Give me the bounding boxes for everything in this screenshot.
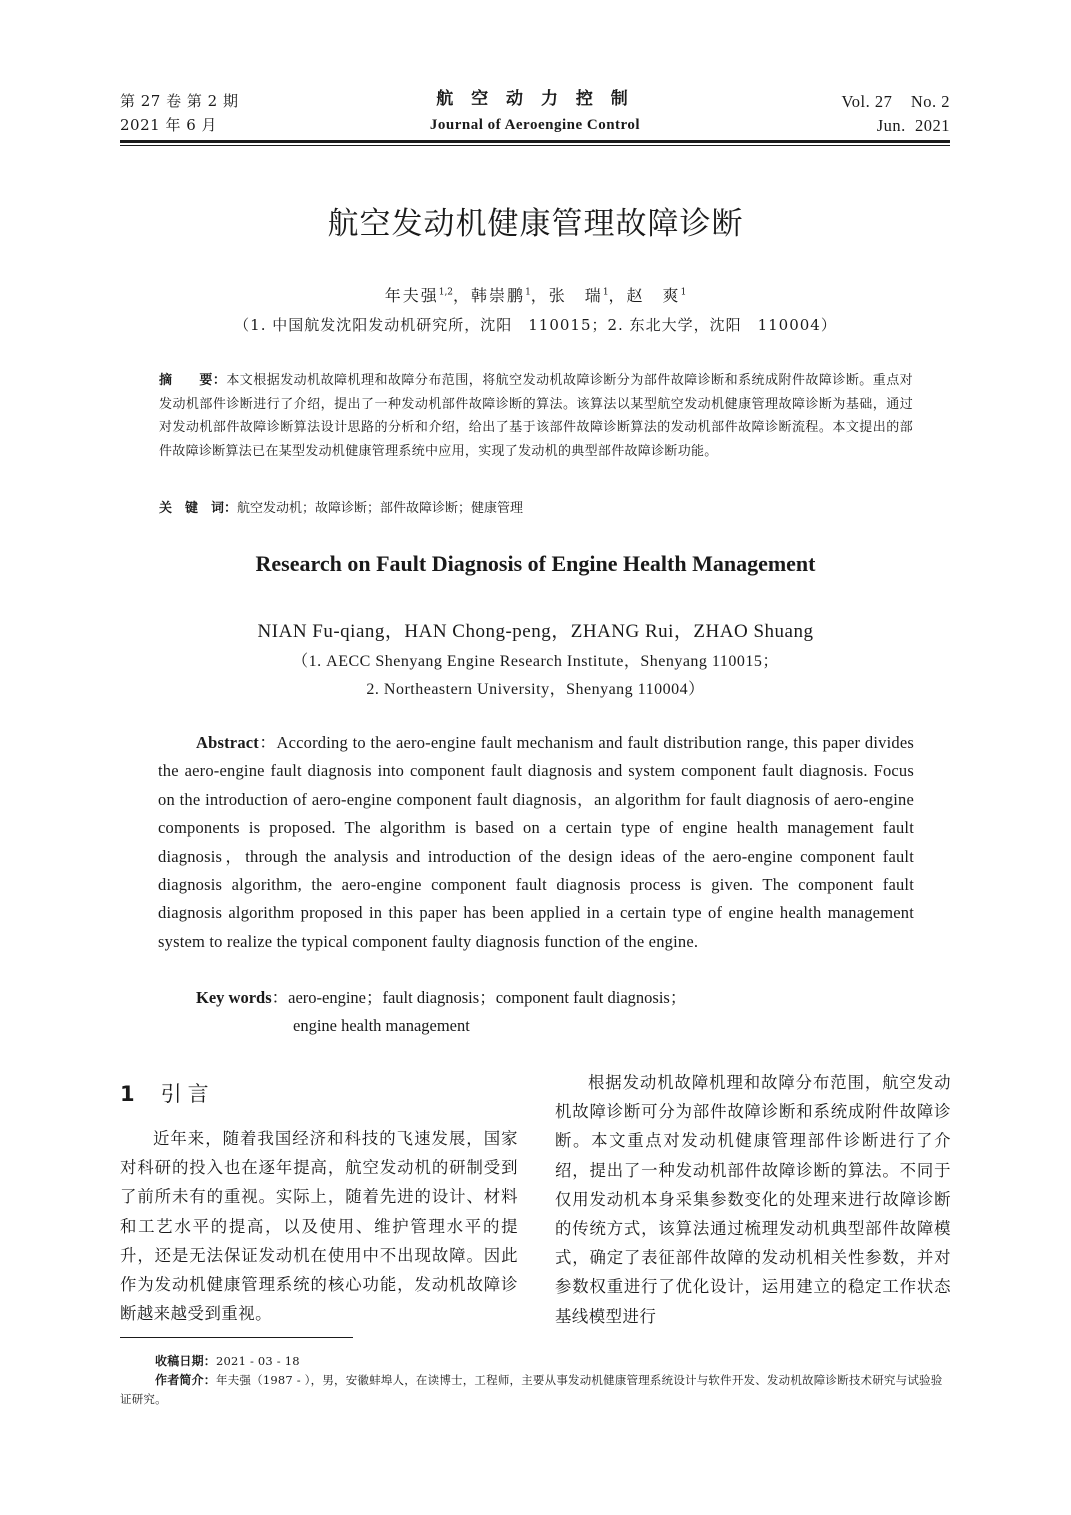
author-2-affil: 1 — [525, 287, 531, 298]
author-bio-label: 作者简介： — [155, 1373, 217, 1387]
keywords-label-en: Key words — [196, 988, 272, 1007]
author-bio-text: 年夫强（1987 - ），男，安徽蚌埠人，在读博士，工程师，主要从事发动机健康管理系统设计与软件开发、发动机故障诊断技术研究与试验验证研究。 — [120, 1373, 943, 1406]
abstract-en — [158, 729, 914, 956]
header-volume-issue: 第 27 卷 第 2 期 — [120, 92, 239, 110]
received-label: 收稿日期： — [155, 1354, 217, 1368]
author-3: ，张 瑞 — [530, 286, 603, 305]
header-rule-thin — [120, 145, 950, 146]
authors-en: NIAN Fu-qiang，HAN Chong-peng，ZHANG Rui，ZHAO Shuang — [257, 621, 814, 642]
header-date-cn: 2021 年 6 月 — [120, 116, 218, 134]
author-1: 年夫强 — [384, 286, 439, 305]
keywords-cn — [159, 498, 913, 520]
author-4-affil: 1 — [680, 287, 687, 298]
affiliation-en-1: （1. AECC Shenyang Engine Research Institute，Shenyang 110015； — [292, 653, 779, 670]
journal-name-en: Journal of Aeroengine Control — [429, 117, 641, 133]
keywords-text-en-2: engine health management — [293, 1016, 470, 1036]
footnote-received — [120, 1352, 950, 1371]
body-right-column: 根据发动机故障机理和故障分布范围，航空发动机故障诊断可分为部件故障诊断和系统成附件故障诊断。本文重点对发动机健康管理部件诊断进行了介绍，提出了一种发动机部件故障诊断的算法。不同于仅用发动机本身采集参数变化的处理来进行故障诊断的传统方式，该算法通过梳理发动机典型部件故障模式，确定了表征部件故障的发动机相关性参数，并对参数权重进行了优化设计，运用建立的稳定工作状态基线模型进行 — [555, 1073, 951, 1326]
footnote-rule — [120, 1337, 353, 1338]
footnote-author-bio — [120, 1371, 950, 1409]
paper-title-cn: 航空发动机健康管理故障诊断 — [327, 206, 744, 242]
authors-cn — [0, 283, 1071, 306]
keywords-text-en-1: ：aero-engine；fault diagnosis；component fault diagnosis； — [271, 988, 687, 1007]
affiliation-en-2: 2. Northeastern University，Shenyang 110004） — [366, 681, 705, 698]
author-1-affil: 1,2 — [438, 287, 454, 298]
header-rule-thick — [120, 140, 950, 143]
journal-name-cn: 航 空 动 力 控 制 — [436, 89, 634, 109]
abstract-cn — [159, 369, 913, 463]
paper-title-en: Research on Fault Diagnosis of Engine Health Management — [255, 551, 816, 576]
section-title: 引言 — [160, 1082, 215, 1106]
affiliation-cn: （1. 中国航发沈阳发动机研究所，沈阳 110015；2. 东北大学，沈阳 110004） — [234, 316, 837, 334]
abstract-text-en: ：According to the aero-engine fault mechanism and fault distribution range, this paper divides the aero-engine fault diagnosis into component fault diagnosis and system component fault diagnosis. Focus on the introduction of aero-engine component fault diagnosis，an algorithm for fault diagnosis of aero-engine components is proposed. The algorithm is based on a certain type of engine health management fault diagnosis，through the analysis and introduction of the design ideas of the aero-engine component fault diagnosis algorithm, the aero-engine component fault diagnosis process is given. The component fault diagnosis algorithm proposed in this paper has been applied in a certain type of engine health management system to realize the typical component faulty diagnosis function of the engine. — [158, 733, 914, 951]
abstract-text-cn: 本文根据发动机故障机理和故障分布范围，将航空发动机故障诊断分为部件故障诊断和系统成附件故障诊断。重点对发动机部件诊断进行了介绍，提出了一种发动机部件故障诊断的算法。该算法以某型航空发动机健康管理故障诊断为基础，通过对发动机部件故障诊断算法设计思路的分析和介绍，给出了基于该部件故障诊断算法的发动机部件故障诊断流程。本文提出的部件故障诊断算法已在某型发动机健康管理系统中应用，实现了发动机的典型部件故障诊断功能。 — [159, 373, 913, 459]
abstract-label-en: Abstract — [196, 733, 259, 752]
author-3-affil: 1 — [602, 287, 609, 298]
header-vol-no: Vol. 27 No. 2 — [841, 92, 950, 111]
section-heading — [120, 1078, 215, 1108]
header-date-en: Jun. 2021 — [876, 116, 950, 135]
body-left-column: 近年来，随着我国经济和科技的飞速发展，国家对科研的投入也在逐年提高，航空发动机的研制受到了前所未有的重视。实际上，随着先进的设计、材料和工艺水平的提高，以及使用、维护管理水平的提升，还是无法保证发动机在使用中不出现故障。因此作为发动机健康管理系统的核心功能，发动机故障诊断越来越受到重视。 — [120, 1129, 518, 1324]
abstract-label-cn: 摘 要： — [159, 373, 227, 388]
keywords-label-cn: 关 键 词： — [159, 501, 238, 516]
keywords-en — [196, 984, 916, 1041]
section-number: 1 — [120, 1082, 137, 1106]
author-2: ，韩崇鹏 — [453, 286, 526, 305]
keywords-text-cn: 航空发动机；故障诊断；部件故障诊断；健康管理 — [237, 501, 524, 516]
author-4: ，赵 爽 — [608, 286, 681, 305]
received-date: 2021 - 03 - 18 — [216, 1354, 300, 1368]
